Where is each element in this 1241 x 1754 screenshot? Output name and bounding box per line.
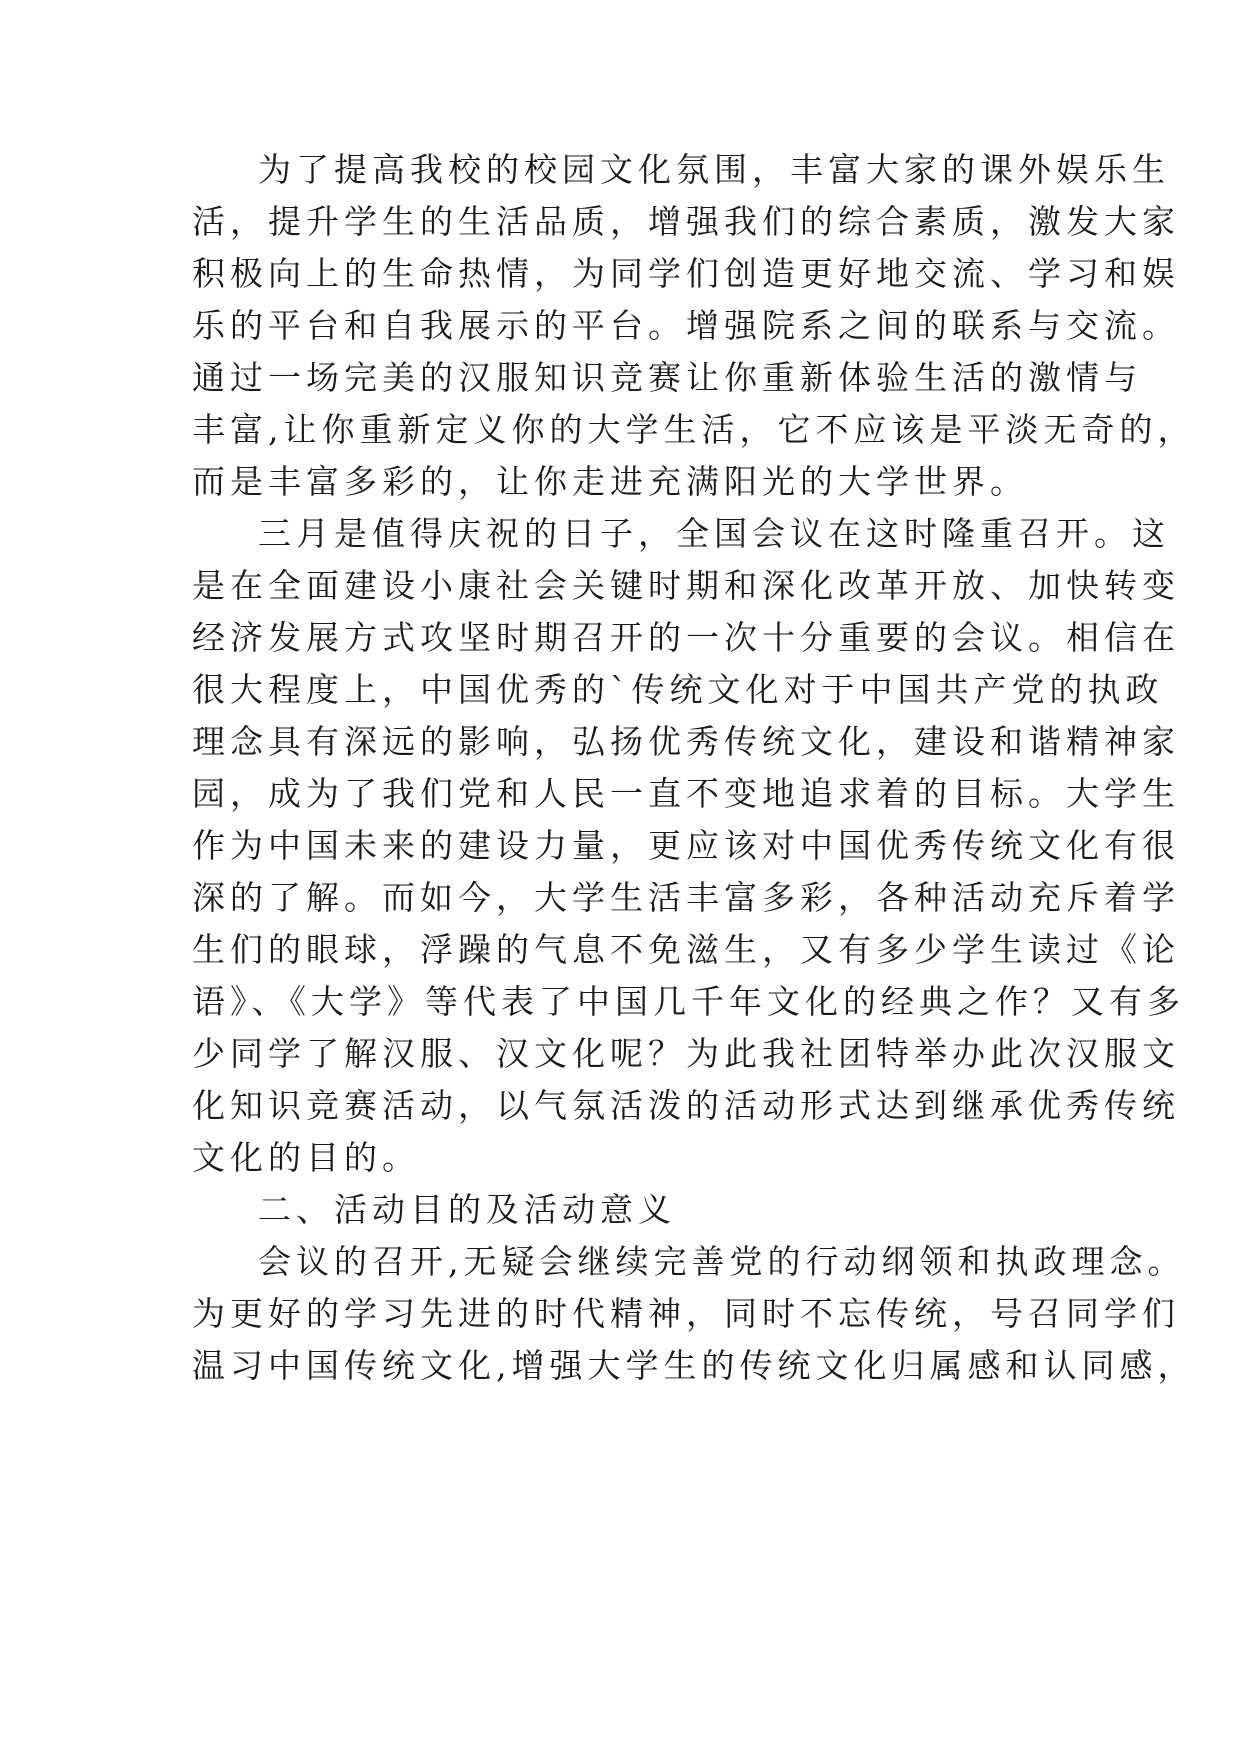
paragraph-1-line-5: 通过一场完美的汉服知识竞赛让你重新体验生活的激情与	[192, 358, 1142, 397]
paragraph-2-line-7: 作为中国未来的建设力量，更应该对中国优秀传统文化有很	[192, 826, 1180, 865]
paragraph-1-line-7: 而是丰富多彩的，让你走进充满阳光的大学世界。	[192, 462, 1028, 501]
paragraph-3-line-1: 会议的召开,无疑会继续完善党的行动纲领和执政理念。	[258, 1242, 1186, 1281]
paragraph-2-line-10: 语》、《大学》等代表了中国几千年文化的经典之作？又有多	[192, 982, 1185, 1021]
paragraph-2-line-12: 化知识竞赛活动，以气氛活泼的活动形式达到继承优秀传统	[192, 1086, 1180, 1125]
paragraph-1-line-4: 乐的平台和自我展示的平台。增强院系之间的联系与交流。	[192, 306, 1180, 345]
paragraph-2-line-8: 深的了解。而如今，大学生活丰富多彩，各种活动充斥着学	[192, 878, 1180, 917]
paragraph-1-line-2: 活，提升学生的生活品质，增强我们的综合素质，激发大家	[192, 202, 1180, 241]
paragraph-1-line-1: 为了提高我校的校园文化氛围，丰富大家的课外娱乐生	[258, 150, 1170, 189]
paragraph-2-line-2: 是在全面建设小康社会关键时期和深化改革开放、加快转变	[192, 566, 1180, 605]
section-heading: 二、活动目的及活动意义	[258, 1190, 676, 1229]
paragraph-2-line-6: 园，成为了我们党和人民一直不变地追求着的目标。大学生	[192, 774, 1180, 813]
paragraph-2-line-1: 三月是值得庆祝的日子，全国会议在这时隆重召开。这	[258, 514, 1170, 553]
paragraph-2-line-13: 文化的目的。	[192, 1138, 420, 1177]
paragraph-3-line-2: 为更好的学习先进的时代精神，同时不忘传统，号召同学们	[192, 1294, 1180, 1333]
paragraph-2-line-9: 生们的眼球，浮躁的气息不免滋生，又有多少学生读过《论	[192, 930, 1180, 969]
paragraph-1-line-6: 丰富,让你重新定义你的大学生活，它不应该是平淡无奇的，	[192, 410, 1196, 449]
paragraph-3-line-3: 温习中国传统文化,增强大学生的传统文化归属感和认同感，	[192, 1346, 1196, 1385]
paragraph-2-line-11: 少同学了解汉服、汉文化呢？为此我社团特举办此次汉服文	[192, 1034, 1180, 1073]
paragraph-2-line-3: 经济发展方式攻坚时期召开的一次十分重要的会议。相信在	[192, 618, 1180, 657]
paragraph-2-line-5: 理念具有深远的影响，弘扬优秀传统文化，建设和谐精神家	[192, 722, 1180, 761]
paragraph-2-line-4: 很大程度上，中国优秀的`传统文化对于中国共产党的执政	[192, 670, 1164, 709]
paragraph-1-line-3: 积极向上的生命热情，为同学们创造更好地交流、学习和娱	[192, 254, 1180, 293]
